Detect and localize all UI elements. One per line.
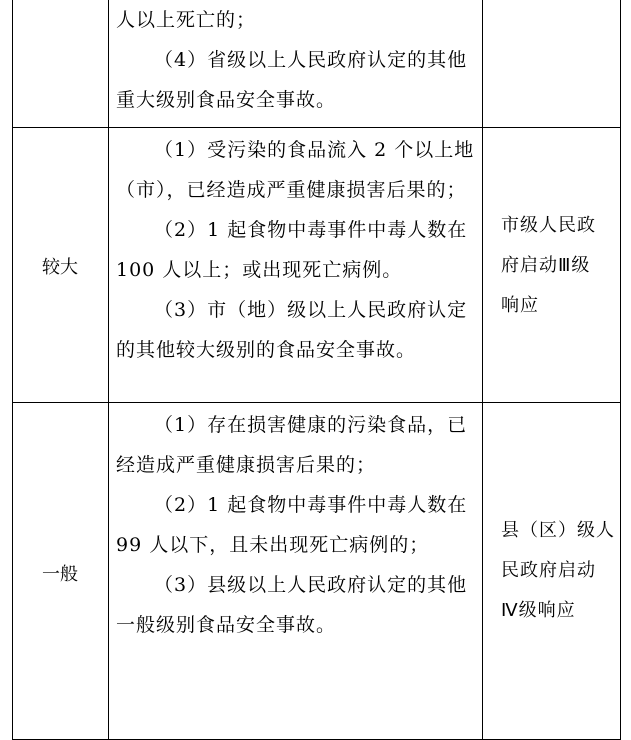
- row-divider-1: [12, 127, 621, 128]
- table-row: [116, 405, 467, 645]
- level-label: 一般: [42, 564, 78, 585]
- response-line: 府启动Ⅲ级: [501, 255, 591, 276]
- criteria-line: 99 人以下，且未出现死亡病例的；: [116, 534, 430, 556]
- response-line: Ⅳ级响应: [501, 600, 576, 621]
- table-border-left: [12, 0, 13, 740]
- criteria-line: 一般级别食品安全事故。: [116, 614, 337, 636]
- criteria-line: （市），已经造成严重健康损害后果的；: [116, 179, 467, 201]
- incident-level-table: [12, 0, 621, 740]
- criteria-line: 人以上死亡的；: [116, 9, 257, 31]
- response-line: 县（区）级人: [501, 520, 615, 541]
- response-line: 民政府启动: [501, 560, 596, 581]
- criteria-line: （3）县级以上人民政府认定的其他: [154, 574, 468, 596]
- criteria-line: 重大级别食品安全事故。: [116, 89, 337, 111]
- criteria-line: （1）受污染的食品流入 2 个以上地: [154, 139, 475, 161]
- response-cell: [491, 206, 621, 326]
- criteria-line: （2）1 起食物中毒事件中毒人数在: [154, 494, 468, 516]
- column-divider-1: [108, 0, 109, 740]
- criteria-line: （2）1 起食物中毒事件中毒人数在: [154, 219, 468, 241]
- criteria-line: （3）市（地）级以上人民政府认定: [154, 299, 468, 321]
- response-line: 市级人民政: [501, 215, 596, 236]
- response-line: 响应: [501, 295, 539, 316]
- criteria-line: 经造成严重健康损害后果的；: [116, 454, 377, 476]
- criteria-line: 100 人以上；或出现死亡病例。: [116, 259, 403, 281]
- level-label: 较大: [42, 257, 78, 278]
- criteria-line: （1）存在损害健康的污染食品，已: [154, 414, 468, 436]
- criteria-line: （4）省级以上人民政府认定的其他: [154, 49, 468, 71]
- response-cell: [491, 511, 621, 631]
- criteria-line: 的其他较大级别的食品安全事故。: [116, 339, 417, 361]
- table-row: [116, 0, 467, 120]
- column-divider-2: [482, 0, 483, 740]
- row-divider-2: [12, 402, 621, 403]
- table-row: [116, 130, 474, 370]
